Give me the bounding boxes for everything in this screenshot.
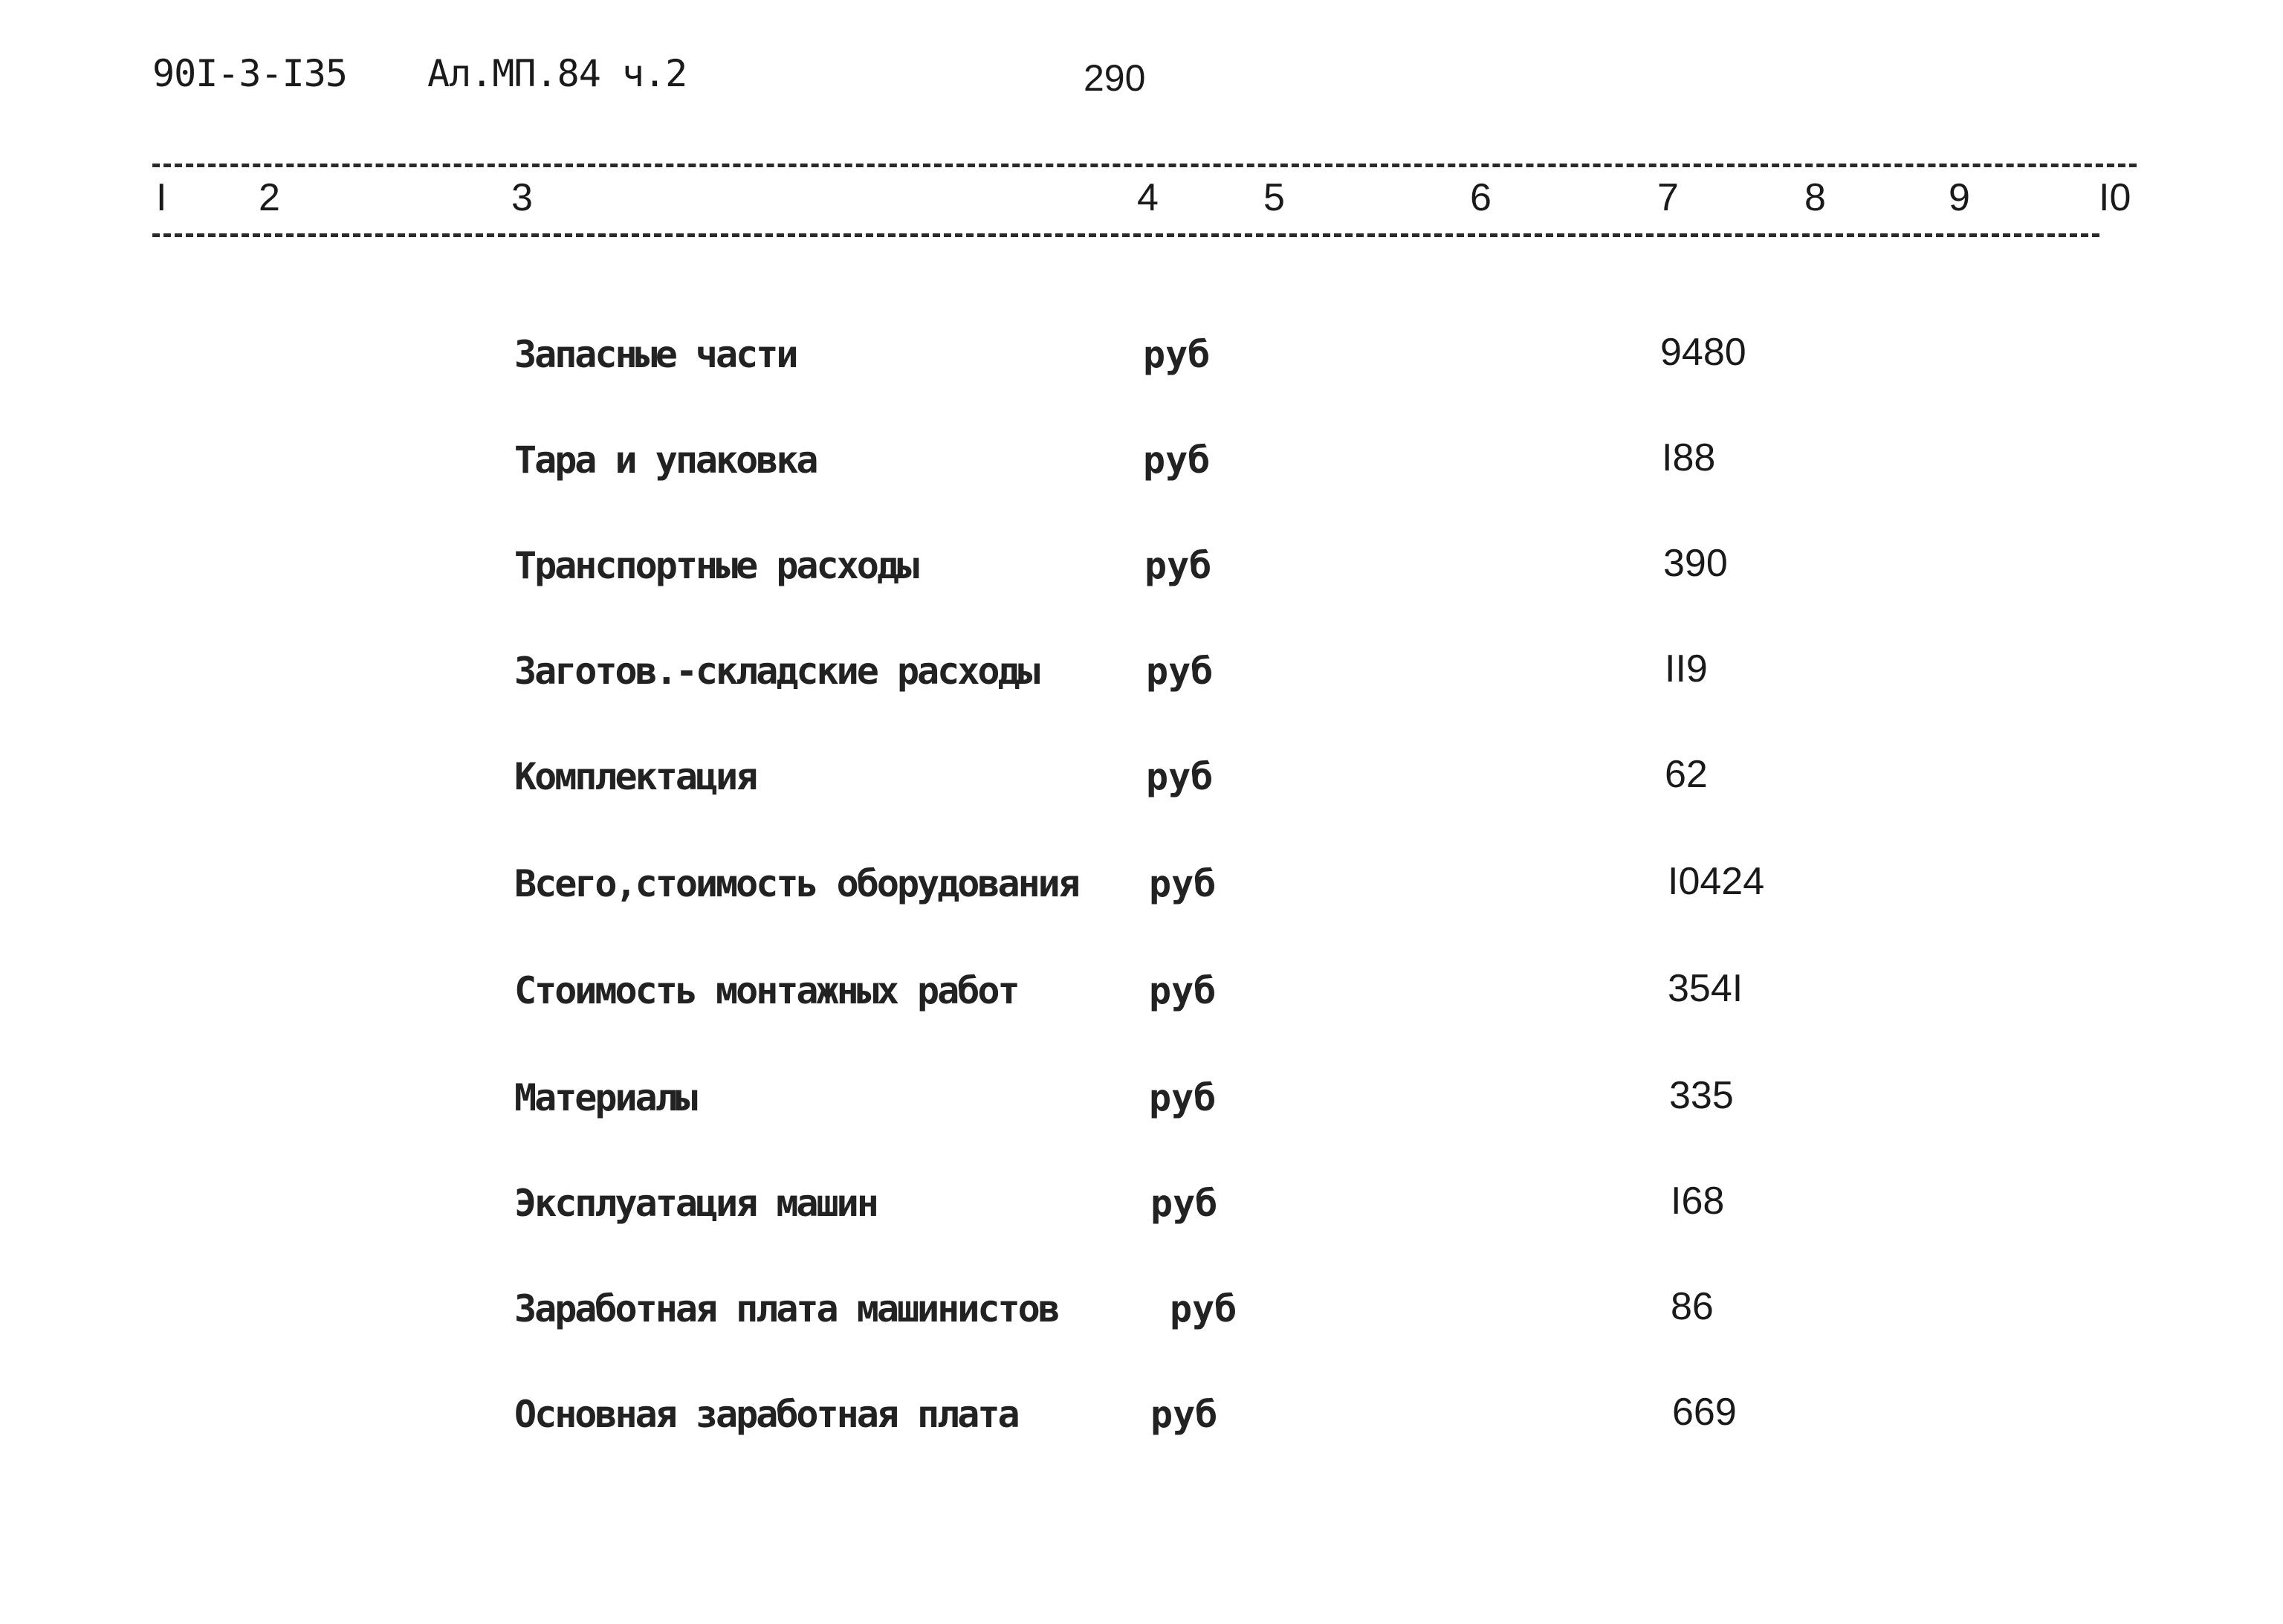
row-name: Эксплуатация машин bbox=[514, 1182, 877, 1225]
row-value: 354I bbox=[1668, 967, 1743, 1010]
header-rule-bottom bbox=[152, 233, 2099, 237]
table-row bbox=[0, 755, 2283, 822]
column-number: 3 bbox=[511, 176, 533, 219]
column-number: 6 bbox=[1470, 176, 1492, 219]
table-row bbox=[0, 1287, 2283, 1354]
column-number: 2 bbox=[259, 176, 280, 219]
row-unit: руб bbox=[1143, 439, 1211, 482]
row-name: Заготов.-складские расходы bbox=[514, 650, 1038, 693]
column-number: 4 bbox=[1137, 176, 1159, 219]
doc-code: 90I-3-I35 bbox=[152, 52, 347, 95]
row-name: Стоимость монтажных работ bbox=[514, 969, 1018, 1012]
table-row bbox=[0, 333, 2283, 400]
row-name: Тара и упаковка bbox=[514, 439, 817, 482]
row-unit: руб bbox=[1149, 969, 1217, 1012]
row-value: I0424 bbox=[1668, 860, 1765, 903]
header-rule-top bbox=[152, 164, 2137, 167]
row-unit: руб bbox=[1150, 1393, 1218, 1436]
row-value: 335 bbox=[1669, 1074, 1734, 1117]
row-name: Запасные части bbox=[514, 333, 797, 376]
row-value: 86 bbox=[1671, 1285, 1714, 1328]
table-row bbox=[0, 647, 2283, 716]
row-value: I88 bbox=[1662, 436, 1716, 479]
row-value: II9 bbox=[1665, 647, 1708, 690]
table-row bbox=[0, 1182, 2283, 1249]
column-number: I bbox=[156, 176, 167, 219]
row-name: Материалы bbox=[514, 1076, 696, 1119]
row-name: Заработная плата машинистов bbox=[514, 1287, 1058, 1330]
row-name: Всего,стоимость оборудования bbox=[514, 862, 1078, 905]
table-row bbox=[0, 544, 2283, 611]
column-number: 5 bbox=[1263, 176, 1285, 219]
album-ref: Ал.МП.84 ч.2 bbox=[427, 52, 687, 95]
table-row bbox=[0, 1076, 2283, 1143]
row-name: Комплектация bbox=[514, 755, 757, 798]
row-name: Основная заработная плата bbox=[514, 1393, 1018, 1436]
column-number: 7 bbox=[1657, 176, 1679, 219]
row-unit: руб bbox=[1146, 755, 1214, 798]
page-number: 290 bbox=[1084, 57, 1146, 99]
row-unit: руб bbox=[1149, 1076, 1217, 1119]
table-row bbox=[0, 1393, 2283, 1460]
row-unit: руб bbox=[1150, 1182, 1218, 1225]
column-number: 8 bbox=[1804, 176, 1826, 219]
row-value: 9480 bbox=[1660, 331, 1746, 374]
row-unit: руб bbox=[1170, 1287, 1237, 1330]
row-value: I68 bbox=[1671, 1180, 1725, 1223]
row-value: 62 bbox=[1665, 753, 1708, 796]
row-unit: руб bbox=[1143, 333, 1211, 376]
column-number: I0 bbox=[2099, 176, 2131, 219]
column-number: 9 bbox=[1949, 176, 1970, 219]
row-value: 669 bbox=[1672, 1391, 1737, 1434]
table-row bbox=[0, 969, 2283, 1036]
row-unit: руб bbox=[1144, 544, 1212, 587]
table-row bbox=[0, 436, 2283, 505]
row-value: 390 bbox=[1663, 542, 1728, 585]
row-name: Транспортные расходы bbox=[514, 544, 918, 587]
row-unit: руб bbox=[1146, 650, 1214, 693]
table-row bbox=[0, 862, 2283, 929]
row-unit: руб bbox=[1149, 862, 1217, 905]
